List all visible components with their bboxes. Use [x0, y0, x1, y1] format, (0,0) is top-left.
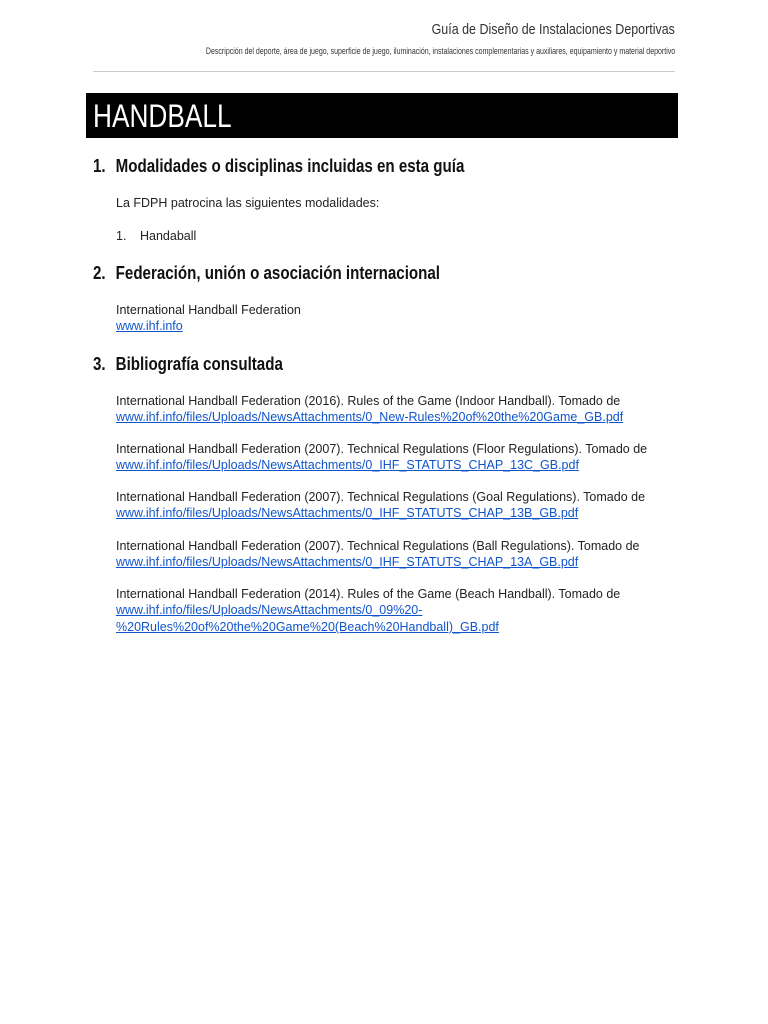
- reference-text: International Handball Federation (2016). Rules of the Game (Indoor Handball). Tomado de: [116, 394, 621, 408]
- section-title: Modalidades o disciplinas incluidas en esta guía: [115, 156, 465, 176]
- reference-text: International Handball Federation (2014). Rules of the Game (Beach Handball). Tomado de: [116, 587, 621, 601]
- list-item: [116, 228, 196, 244]
- reference-text: International Handball Federation (2007). Technical Regulations (Floor Regulations). Tomado de: [116, 442, 648, 456]
- section-title: Federación, unión o asociación internacional: [115, 263, 440, 283]
- header-divider: [93, 71, 675, 72]
- reference-text: International Handball Federation (2007). Technical Regulations (Goal Regulations). Tomado de: [116, 490, 646, 504]
- federation-link[interactable]: www.ihf.info: [116, 319, 183, 333]
- reference-link[interactable]: www.ihf.info/files/Uploads/NewsAttachments/0_IHF_STATUTS_CHAP_13A_GB.pdf: [116, 555, 579, 569]
- list-item-number: 1.: [116, 229, 127, 243]
- section-number: 1.: [93, 156, 106, 176]
- reference-link[interactable]: www.ihf.info/files/Uploads/NewsAttachments/0_IHF_STATUTS_CHAP_13C_GB.pdf: [116, 458, 579, 472]
- reference-link-continued[interactable]: %20Rules%20of%20the%20Game%20(Beach%20Handball)_GB.pdf: [116, 620, 499, 634]
- reference-link[interactable]: www.ihf.info/files/Uploads/NewsAttachments/0_09%20-: [116, 603, 423, 617]
- section-1-intro: La FDPH patrocina las siguientes modalidades:: [116, 196, 380, 210]
- section-number: 2.: [93, 263, 106, 283]
- reference-link[interactable]: www.ihf.info/files/Uploads/NewsAttachments/0_IHF_STATUTS_CHAP_13B_GB.pdf: [116, 506, 579, 520]
- section-number: 3.: [93, 354, 106, 374]
- list-item-text: Handaball: [140, 229, 197, 243]
- federation-name: International Handball Federation: [116, 303, 301, 317]
- reference-text: International Handball Federation (2007). Technical Regulations (Ball Regulations). Tomado de: [116, 539, 640, 553]
- section-heading-1: [93, 155, 464, 177]
- header-subtitle: Descripción del deporte, área de juego, superficie de juego, iluminación, instalaciones complementarias y auxiliares, equipamiento y material deportivo: [205, 46, 675, 57]
- header-title: Guía de Diseño de Instalaciones Deportivas: [431, 22, 675, 38]
- section-heading-3: [93, 353, 283, 375]
- page-title: HANDBALL: [93, 98, 232, 134]
- section-heading-2: [93, 262, 440, 284]
- title-banner: [86, 93, 678, 138]
- reference-link[interactable]: www.ihf.info/files/Uploads/NewsAttachments/0_New-Rules%20of%20the%20Game_GB.pdf: [116, 410, 624, 424]
- section-title: Bibliografía consultada: [115, 354, 283, 374]
